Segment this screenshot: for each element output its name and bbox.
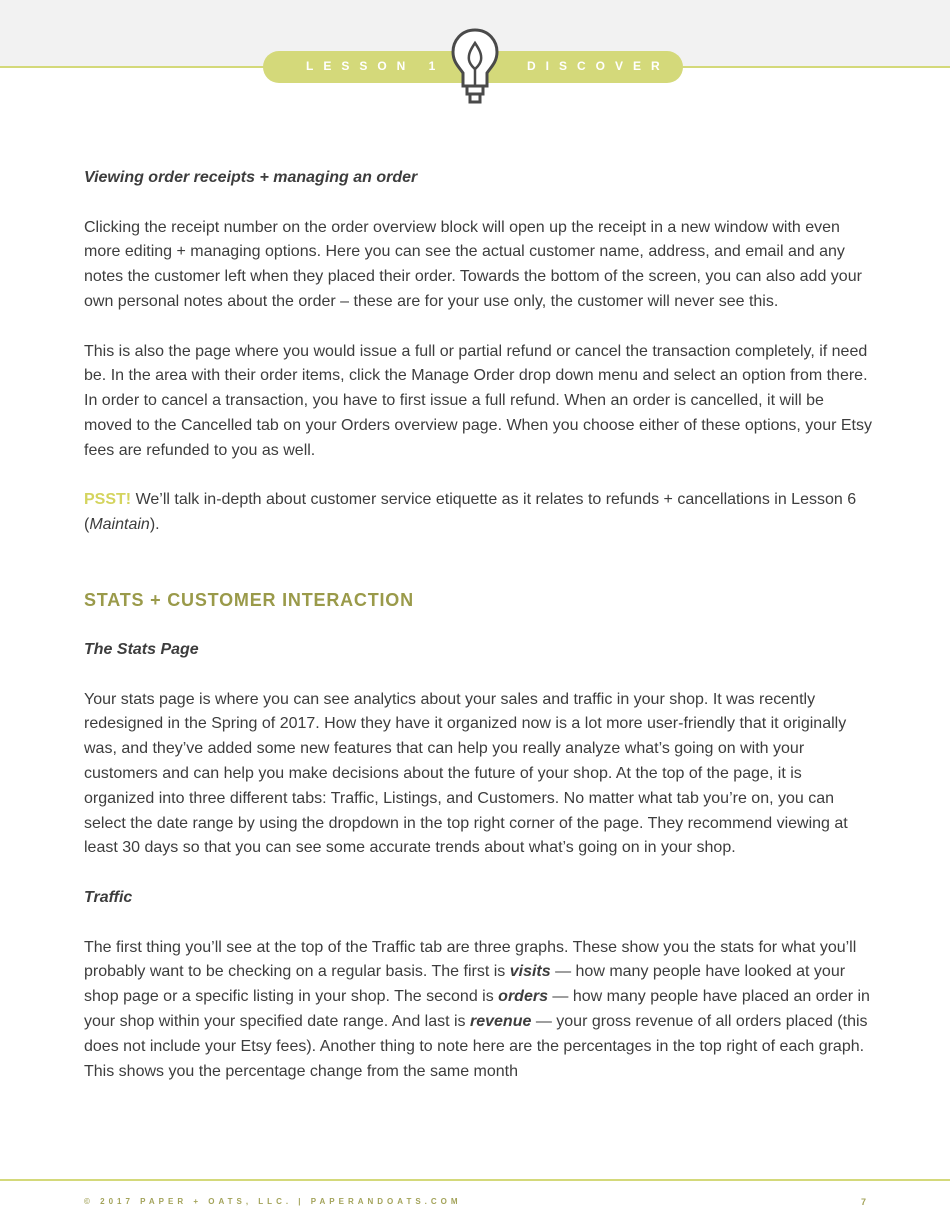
paragraph-stats: Your stats page is where you can see analytics about your sales and traffic in your shop. It was recently redesigned in the Spring of 2017. How they have it organized now is a lot more user-friendly that it originally was, and they’ve added some new features that can help you really analyze what’s going on with your customers and can help you make decisions about the future of your shop. At the top of the page, it is organized into three different tabs: Traffic, Listings, and Customers. No matter what tab you’re on, you can select the date range by using the dropdown in the top right corner of the page. They recommend viewing at least 30 days so that you can see some accurate trends about what’s going on in your shop.	[84, 690, 848, 857]
traffic-text-1: The first thing you’ll see at the top of the Traffic tab are three graphs. These show you the stats for what you’ll probably want to be checking on a regular basis. The first is	[84, 938, 857, 981]
subhead-stats: The Stats Page	[84, 640, 199, 658]
paragraph-receipts-1: Clicking the receipt number on the order overview block will open up the receipt in a new window with even more editing + managing options. Here you can see the actual customer name, address, and email and any notes the customer left when they placed their order. Towards the bottom of the screen, you can also add your own personal notes about the order – these are for your use only, the customer will never see this.	[84, 218, 862, 310]
subhead-receipts: Viewing order receipts + managing an order	[84, 169, 418, 186]
section-label: DISCOVER	[527, 59, 670, 73]
footer-copyright: © 2017 PAPER + OATS, LLC. | PAPERANDOATS.COM	[84, 1197, 462, 1206]
footer-rule	[0, 1179, 950, 1181]
paragraph-receipts-2: This is also the page where you would issue a full or partial refund or cancel the transaction completely, if need be. In the area with their order items, click the Manage Order drop down menu and select an option from there. In order to cancel a transaction, you have to first issue a full refund. When an order is cancelled, it will be moved to the Cancelled tab on your Orders overview page. When you choose either of these options, your Etsy fees are refunded to you as well.	[84, 342, 872, 459]
term-visits: visits	[509, 963, 551, 981]
psst-text: We’ll talk in-depth about customer service etiquette as it relates to refunds + cancellations in Lesson 6 (	[84, 491, 857, 534]
subhead-traffic: Traffic	[84, 888, 133, 906]
traffic-text-2: — how many people have looked at your shop page or a specific listing in your shop. The second is	[84, 963, 846, 1006]
psst-italic: Maintain	[89, 516, 150, 534]
psst-label: PSST!	[84, 491, 132, 509]
term-revenue: revenue	[470, 1012, 532, 1030]
term-orders: orders	[498, 988, 548, 1006]
lightbulb-icon	[448, 27, 502, 107]
psst-note	[84, 488, 874, 538]
lesson-label: LESSON 1	[306, 59, 446, 73]
traffic-text-4: — your gross revenue of all orders placed (this does not include your Etsy fees). Another thing to note here are the percentages in the top right of each graph. This shows you the percentage change from the same month	[84, 1012, 868, 1080]
traffic-text-3: — how many people have placed an order in your shop within your specified date range. And last is	[84, 988, 870, 1030]
psst-text-end: ).	[149, 516, 160, 534]
page-content	[84, 166, 874, 1084]
section-title: STATS + CUSTOMER INTERACTION	[84, 589, 414, 610]
page-number: 7	[860, 1197, 866, 1207]
paragraph-traffic	[84, 936, 874, 1085]
